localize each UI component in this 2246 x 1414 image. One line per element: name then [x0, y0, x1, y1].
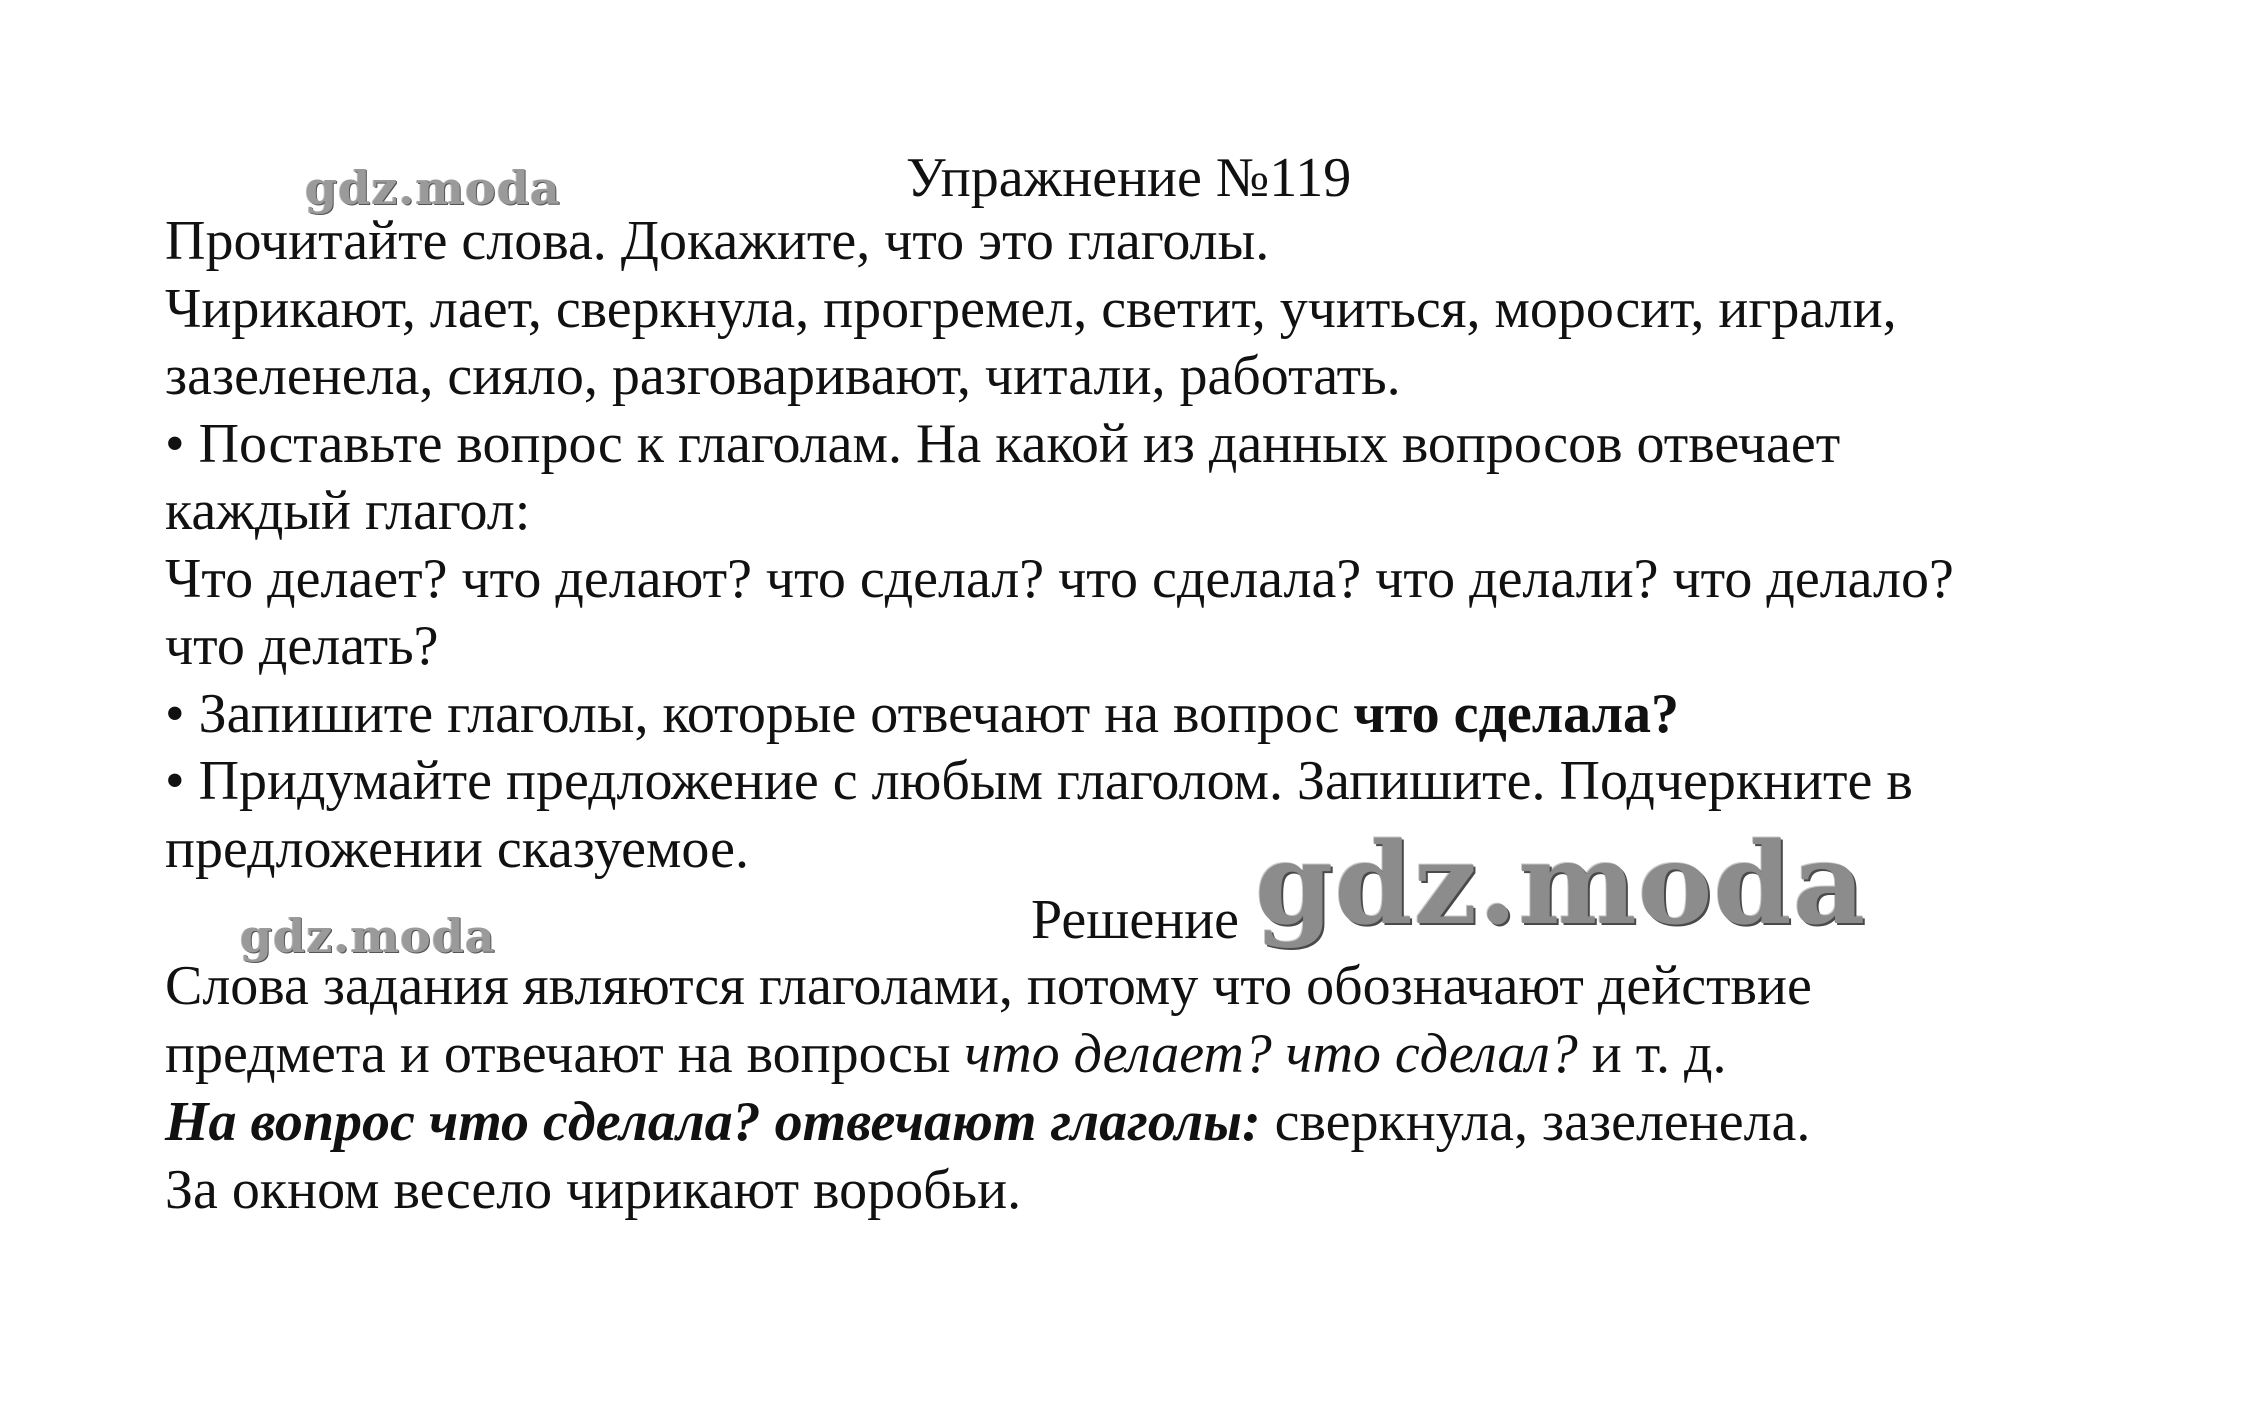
solution-questions-italic: что делает? что сделал? — [964, 1023, 1578, 1085]
solution-line: За окном весело чирикают воробьи. — [165, 1159, 1022, 1221]
solution-text-part: и т. д. — [1577, 1023, 1727, 1085]
solution-line — [165, 1020, 2165, 1088]
exercise-task-line — [165, 681, 2165, 749]
watermark-logo: gdz.moda — [305, 161, 561, 215]
exercise-line: предложении сказуемое. — [165, 817, 749, 880]
exercise-line: что делать? — [165, 615, 439, 677]
exercise-line: Прочитайте слова. Докажите, что это глаголы. — [165, 210, 1270, 272]
solution-text-part: предмета и отвечают на вопросы — [165, 1023, 965, 1085]
solution-line — [165, 1088, 2165, 1156]
task-text: • Запишите глаголы, которые отвечают на вопрос — [165, 682, 1354, 745]
exercise-text — [165, 208, 2165, 883]
solution-bold-italic: На вопрос что сделала? отвечают глаголы: — [165, 1091, 1261, 1153]
exercise-line: каждый глагол: — [165, 480, 531, 542]
solution-text — [165, 952, 2165, 1224]
exercise-line: • Поставьте вопрос к глаголам. На какой из данных вопросов отвечает — [165, 412, 1841, 475]
exercise-line: Что делает? что делают? что сделал? что сделала? что делали? что делало? — [165, 547, 1954, 610]
watermark-logo-large: gdz.moda — [1255, 819, 1867, 950]
solution-line: Слова задания являются глаголами, потому что обозначают действие — [165, 955, 1812, 1017]
exercise-line: зазеленела, сияло, разговаривают, читали, работать. — [165, 345, 1401, 407]
solution-title: Решение — [1031, 889, 1240, 951]
exercise-title: Упражнение №119 — [906, 147, 1352, 209]
watermark-logo: gdz.moda — [240, 909, 496, 963]
solution-text-part: сверкнула, зазеленела. — [1260, 1091, 1811, 1153]
task-question-bold: что сделала? — [1353, 682, 1680, 745]
exercise-line: • Придумайте предложение с любым глаголом. Запишите. Подчеркните в — [165, 750, 1913, 812]
exercise-line: Чирикают, лает, сверкнула, прогремел, светит, учиться, моросит, играли, — [165, 277, 1897, 340]
